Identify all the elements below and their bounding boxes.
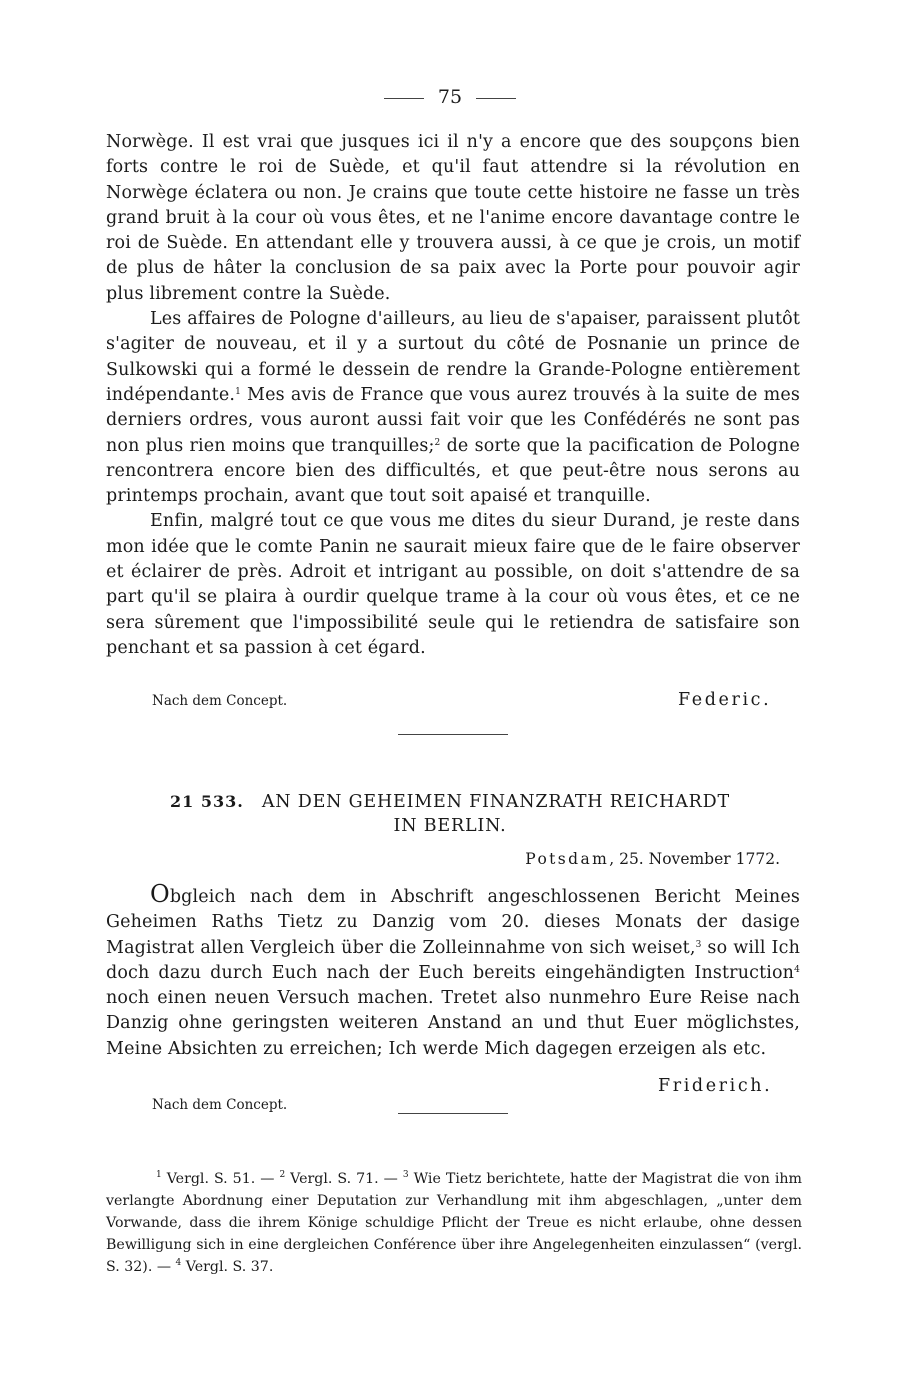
- footnote-1: Vergl. S. 51. —: [161, 1171, 280, 1187]
- footnote-mark-4: 4: [175, 1258, 182, 1268]
- drop-cap: O: [150, 880, 170, 908]
- german-letter-body: [106, 882, 800, 1062]
- footnotes: [106, 1168, 802, 1278]
- end-divider: [398, 1113, 508, 1114]
- header-dash-right: [476, 98, 516, 99]
- footnote-block: [106, 1168, 802, 1278]
- section-divider: [398, 734, 508, 735]
- german-signature: Friderich.: [658, 1076, 773, 1096]
- letter-place: Potsdam: [525, 850, 610, 868]
- header-dash-left: [384, 98, 424, 99]
- french-paragraph-2-part-2: Mes avis de France que vous aurez trouvés à la suite de mes derniers ordres, vous auront aussi fait voir que les Confédérés ne sont pas non plus rien moins que tranquilles;: [106, 384, 800, 456]
- page-number: 75: [437, 86, 463, 108]
- letter-date: , 25. November 1772.: [609, 850, 780, 868]
- german-paragraph: [106, 882, 800, 1062]
- german-text-part-3: noch einen neuen Versuch machen. Tretet also nunmehro Eure Reise nach Danzig ohne geringsten weiteren Anstand an und thut Euer möglichstes, Meine Absichten zu erreichen; Ich werde Mich dagegen erzeigen als etc.: [106, 988, 800, 1059]
- footnote-mark-1: 1: [156, 1170, 162, 1180]
- french-signature: Federic.: [678, 690, 772, 710]
- footnote-ref-4: 4: [794, 964, 800, 975]
- german-text-part-2: so will Ich doch dazu durch Euch nach der Euch bereits eingehändigten Instruction: [106, 937, 800, 983]
- footnote-mark-3: 3: [402, 1170, 409, 1180]
- german-source-note: Nach dem Concept.: [152, 1097, 288, 1113]
- footnote-ref-3: 3: [695, 939, 702, 950]
- letter-heading-line-1: [0, 790, 900, 814]
- footnote-ref-2: 2: [434, 437, 441, 448]
- page-header: [0, 86, 900, 108]
- french-paragraph-3: Enfin, malgré tout ce que vous me dites du sieur Durand, je reste dans mon idée que le comte Panin ne saurait mieux faire que de le faire observer et éclairer de près. Adroit et intrigant au possible, on doit s'attendre de sa part qu'il se plaira à ourdir quelque trame à la cour où vous êtes, et ce ne sera sûrement que l'impossibilité seule qui le retiendra de satisfaire son penchant et sa passion à cet égard.: [106, 511, 800, 658]
- footnote-mark-2: 2: [279, 1170, 286, 1180]
- letter-dateline: [525, 850, 780, 868]
- letter-number: 21 533.: [170, 792, 244, 811]
- footnote-ref-1: 1: [235, 386, 241, 397]
- footnote-4: Vergl. S. 37.: [181, 1259, 274, 1275]
- letter-heading-line-2: IN BERLIN.: [393, 816, 507, 836]
- french-paragraph-1: Norwège. Il est vrai que jusques ici il n'y a encore que des soupçons bien forts contre le roi de Suède, et qu'il faut attendre si la révolution en Norwège éclatera ou non. Je crains que toute cette histoire ne fasse un très grand bruit à la cour où vous êtes, et ne l'anime encore davantage contre le roi de Suède. En attendant elle y trouvera aussi, à ce que je crois, un motif de plus de hâter la conclusion de sa paix avec la Porte pour pouvoir agir plus librement contre la Suède.: [106, 132, 800, 304]
- german-text-part-1: bgleich nach dem in Abschrift angeschlossenen Bericht Meines Geheimen Raths Tietz zu Danzig vom 20. dieses Monats der dasige Magistrat allen Vergleich über die Zolleinnahme von sich weiset,: [106, 887, 800, 958]
- letter-heading: [0, 790, 900, 838]
- french-paragraph-2: [106, 307, 800, 509]
- french-letter-body: [106, 130, 800, 661]
- letter-addressee: AN DEN GEHEIMEN FINANZRATH REICHARDT: [261, 792, 730, 812]
- french-paragraph-2-part-3: de sorte que la pacification de Pologne rencontrera encore bien des difficultés, et que peut-être nous serons au printemps prochain, avant que tout soit apaisé et tranquille.: [106, 435, 801, 507]
- french-paragraph-2-part-1: Les affaires de Pologne d'ailleurs, au lieu de s'apaiser, paraissent plutôt s'agiter de nouveau, et il y a surtout du côté de Posnanie un prince de Sulkowski qui a formé le dessein de rendre la Grande-Pologne entièrement indépendante.: [106, 309, 800, 405]
- footnote-3: Wie Tietz berichtete, hatte der Magistrat die von ihm verlangte Abordnung einer Deputation zur Verhandlung mit ihm abgeschlagen, „unter dem Vorwande, dass die ihrem Könige schuldige Pflicht der Treue es nicht erlaube, ohne dessen Bewilligung sich in eine dergleichen Conférence über ihre Angelegenheiten einzulassen“ (vergl. S. 32). —: [106, 1171, 802, 1275]
- french-source-note: Nach dem Concept.: [152, 693, 288, 709]
- footnote-2: Vergl. S. 71. —: [285, 1171, 403, 1187]
